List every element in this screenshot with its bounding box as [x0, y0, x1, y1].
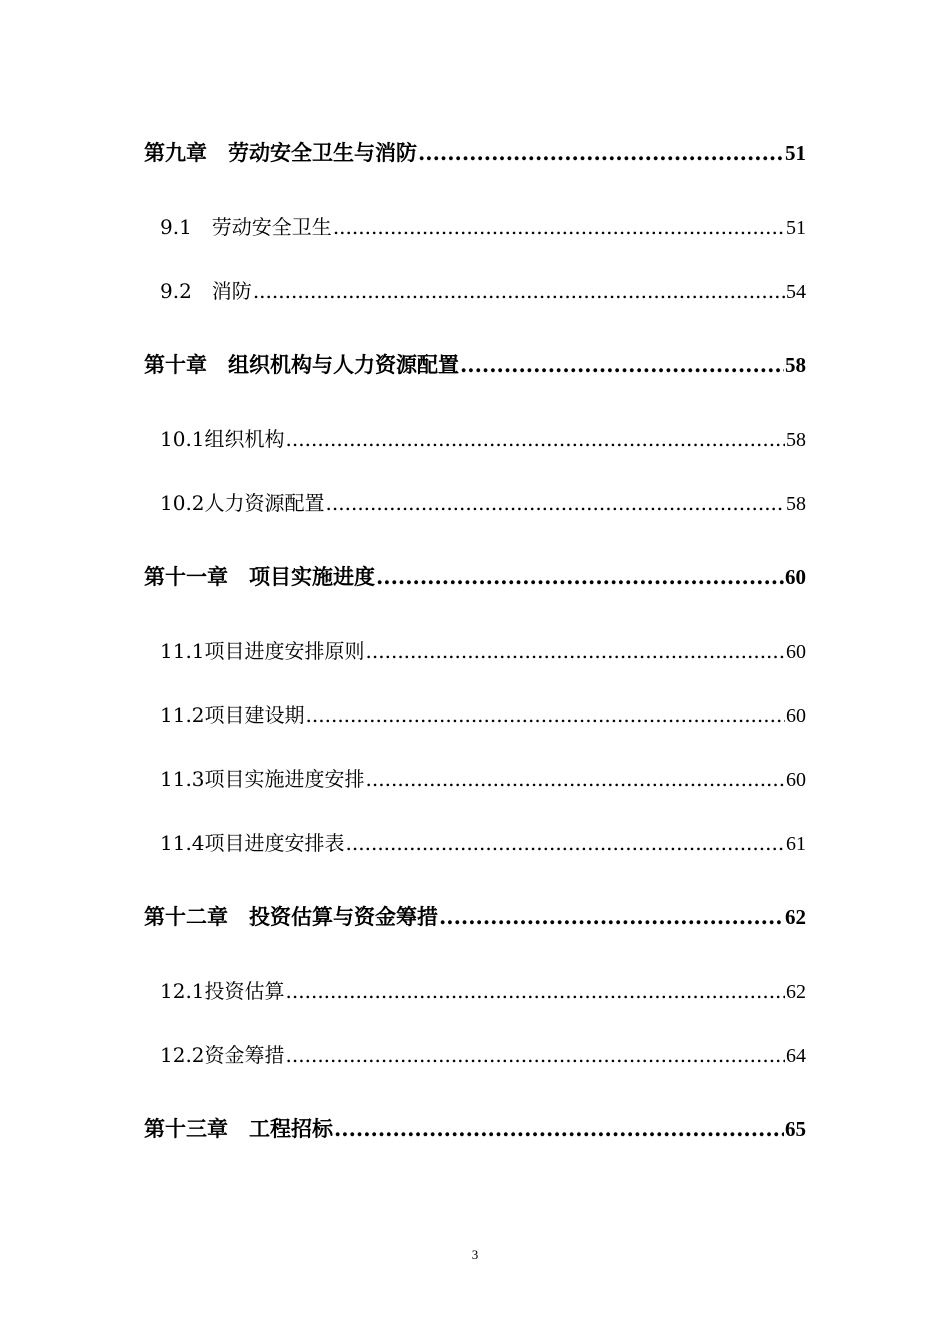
- toc-section-9-1[interactable]: [144, 211, 806, 240]
- toc-page-number: 61: [786, 833, 806, 855]
- toc-page-number: 51: [786, 217, 806, 239]
- dot-leader: [286, 427, 785, 451]
- toc-chapter-13[interactable]: [144, 1113, 806, 1143]
- toc-page-number: 60: [786, 641, 806, 663]
- toc-label: 第十章 组织机构与人力资源配置: [144, 352, 459, 377]
- toc-page-number: 58: [785, 353, 806, 377]
- toc-section-11-2[interactable]: [144, 699, 806, 728]
- toc-chapter-11[interactable]: [144, 561, 806, 591]
- toc-label: 10.1组织机构: [160, 427, 285, 451]
- page-number: 3: [471, 1247, 479, 1262]
- toc-page-number: 62: [786, 981, 806, 1003]
- toc-chapter-10[interactable]: [144, 349, 806, 379]
- toc-page-number: 60: [785, 565, 806, 589]
- dot-leader: [286, 1043, 785, 1067]
- toc-page-number: 60: [786, 705, 806, 727]
- toc-label: 第十二章 投资估算与资金筹措: [144, 904, 438, 929]
- toc-page-number: 51: [785, 141, 806, 165]
- dot-leader: [366, 767, 785, 791]
- dot-leader: [376, 564, 784, 589]
- toc-label: 11.1项目进度安排原则: [160, 639, 365, 663]
- dot-leader: [306, 703, 785, 727]
- dot-leader: [418, 140, 784, 165]
- toc-label: 9.2 消防: [160, 279, 252, 303]
- dot-leader: [334, 1116, 784, 1141]
- toc-section-11-1[interactable]: [144, 635, 806, 664]
- toc-page-number: 54: [786, 281, 806, 303]
- toc-section-11-3[interactable]: [144, 763, 806, 792]
- toc-label: 11.3项目实施进度安排: [160, 767, 365, 791]
- toc-label: 12.1投资估算: [160, 979, 285, 1003]
- dot-leader: [253, 279, 785, 303]
- toc-section-9-2[interactable]: [144, 275, 806, 304]
- toc-label: 第十三章 工程招标: [144, 1116, 333, 1141]
- dot-leader: [326, 491, 785, 515]
- toc-label: 第十一章 项目实施进度: [144, 564, 375, 589]
- toc-section-12-2[interactable]: [144, 1039, 806, 1068]
- dot-leader: [286, 979, 785, 1003]
- toc-page-number: 58: [786, 429, 806, 451]
- toc-label: 12.2资金筹措: [160, 1043, 285, 1067]
- toc-section-10-1[interactable]: [144, 423, 806, 452]
- dot-leader: [333, 215, 785, 239]
- toc-page-number: 58: [786, 493, 806, 515]
- toc-label: 9.1 劳动安全卫生: [160, 215, 332, 239]
- dot-leader: [439, 904, 784, 929]
- toc-page-number: 64: [786, 1045, 806, 1067]
- toc-chapter-12[interactable]: [144, 901, 806, 931]
- toc-page-number: 60: [786, 769, 806, 791]
- toc-page-number: 65: [785, 1117, 806, 1141]
- toc-label: 11.4项目进度安排表: [160, 831, 345, 855]
- toc-page-number: 62: [785, 905, 806, 929]
- dot-leader: [460, 352, 784, 377]
- toc-section-12-1[interactable]: [144, 975, 806, 1004]
- toc-chapter-9[interactable]: [144, 137, 806, 167]
- dot-leader: [366, 639, 785, 663]
- toc-label: 11.2项目建设期: [160, 703, 305, 727]
- toc-label: 第九章 劳动安全卫生与消防: [144, 140, 417, 165]
- toc-section-10-2[interactable]: [144, 487, 806, 516]
- toc-section-11-4[interactable]: [144, 827, 806, 856]
- toc-label: 10.2人力资源配置: [160, 491, 325, 515]
- dot-leader: [346, 831, 785, 855]
